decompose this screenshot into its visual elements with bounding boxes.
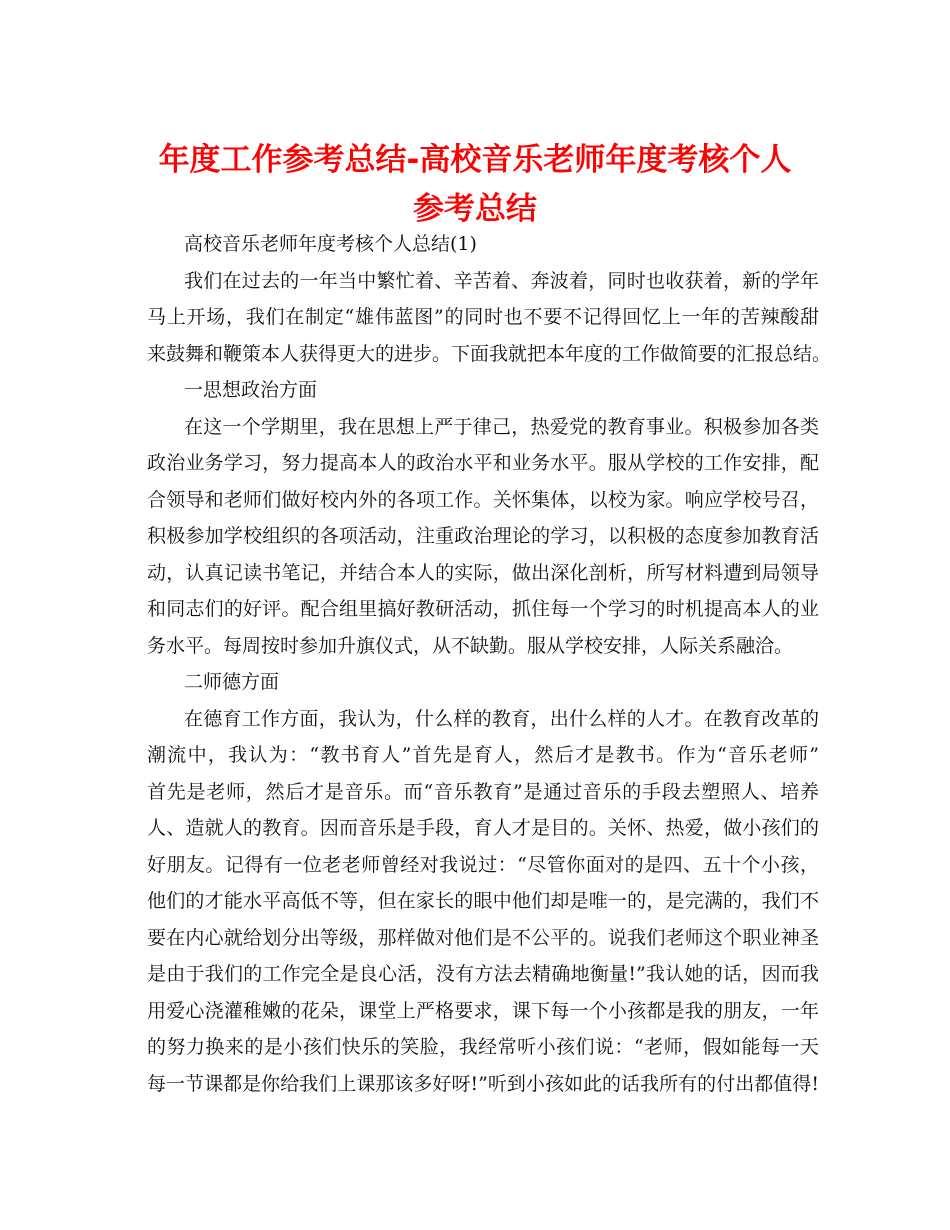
section-heading: 一思想政治方面 <box>184 379 318 401</box>
paragraph-line: 是由于我们的工作完全是良心活，没有方法去精确地衡量!”我认她的话，因而我 <box>147 963 819 985</box>
paragraph-line: 在德育工作方面，我认为，什么样的教育，出什么样的人才。在教育改革的 <box>184 707 819 730</box>
paragraph-line: 用爱心浇灌稚嫩的花朵，课堂上严格要求，课下每一个小孩都是我的朋友，一年 <box>147 999 819 1022</box>
paragraph-line: 要在内心就给划分出等级，那样做对他们是不公平的。说我们老师这个职业神圣 <box>147 926 819 949</box>
paragraph-line: 动，认真记读书笔记，并结合本人的实际，做出深化剖析，所写材料遭到局领导 <box>147 561 819 584</box>
paragraph-line: 潮流中，我认为：“教书育人”首先是育人，然后才是教书。作为“音乐老师” <box>147 744 819 766</box>
section-heading: 二师德方面 <box>184 671 280 693</box>
section-subtitle: 高校音乐老师年度考核个人总结(1) <box>184 233 477 255</box>
paragraph-line: 政治业务学习，努力提高本人的政治水平和业务水平。服从学校的工作安排，配 <box>147 452 819 474</box>
paragraph-line: 务水平。每周按时参加升旗仪式，从不缺勤。服从学校安排，人际关系融洽。 <box>147 634 794 657</box>
paragraph-line: 每一节课都是你给我们上课那该多好呀!”听到小孩如此的话我所有的付出都值得! <box>147 1072 819 1095</box>
paragraph-line: 在这一个学期里，我在思想上严于律己，热爱党的教育事业。积极参加各类 <box>184 415 819 438</box>
paragraph-line: 好朋友。记得有一位老老师曾经对我说过：“尽管你面对的是四、五十个小孩， <box>147 853 819 876</box>
document-title-line-2: 参考总结 <box>413 191 537 227</box>
paragraph-line: 我们在过去的一年当中繁忙着、辛苦着、奔波着，同时也收获着，新的学年 <box>184 269 819 292</box>
paragraph-line: 合领导和老师们做好校内外的各项工作。关怀集体，以校为家。响应学校号召， <box>147 488 819 511</box>
document-title-line-1: 年度工作参考总结-高校音乐老师年度考核个人 <box>158 142 792 178</box>
paragraph-line: 积极参加学校组织的各项活动，注重政治理论的学习，以积极的态度参加教育活 <box>147 525 819 547</box>
paragraph-line: 来鼓舞和鞭策本人获得更大的进步。下面我就把本年度的工作做简要的汇报总结。 <box>147 342 832 365</box>
paragraph-line: 人、造就人的教育。因而音乐是手段，育人才是目的。关怀、热爱，做小孩们的 <box>147 817 819 839</box>
paragraph-line: 和同志们的好评。配合组里搞好教研活动，抓住每一个学习的时机提高本人的业 <box>147 598 819 620</box>
paragraph-line: 他们的才能水平高低不等，但在家长的眼中他们却是唯一的，是完满的，我们不 <box>147 890 819 912</box>
paragraph-line: 马上开场，我们在制定“雄伟蓝图”的同时也不要不记得回忆上一年的苦辣酸甜 <box>147 306 819 328</box>
paragraph-line: 的努力换来的是小孩们快乐的笑脸，我经常听小孩们说：“老师，假如能每一天 <box>147 1036 819 1058</box>
paragraph-line: 首先是老师，然后才是音乐。而“音乐教育”是通过音乐的手段去塑照人、培养 <box>147 780 819 803</box>
document-body <box>147 226 832 1102</box>
